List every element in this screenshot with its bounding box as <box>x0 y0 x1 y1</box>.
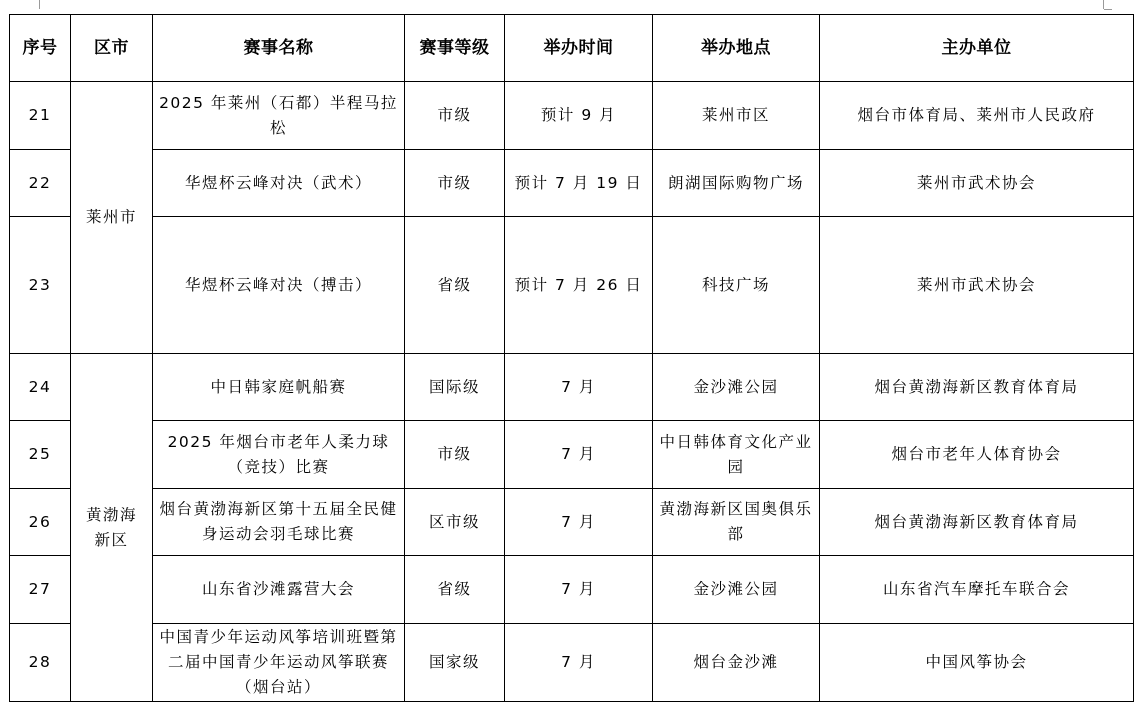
event-name-cell: 2025 年莱州（石都）半程马拉松 <box>153 82 405 150</box>
venue-cell: 莱州市区 <box>653 82 820 150</box>
level-cell: 省级 <box>405 217 505 354</box>
events-table <box>9 14 1134 702</box>
seq-cell: 23 <box>10 217 71 354</box>
table-row <box>10 354 1134 421</box>
page-corner-mark-right-h <box>1104 9 1112 10</box>
venue-cell: 朗湖国际购物广场 <box>653 150 820 217</box>
event-name-cell: 2025 年烟台市老年人柔力球（竞技）比赛 <box>153 421 405 489</box>
organizer-cell: 莱州市武术协会 <box>820 217 1134 354</box>
organizer-cell: 烟台黄渤海新区教育体育局 <box>820 354 1134 421</box>
venue-cell: 烟台金沙滩 <box>653 624 820 702</box>
level-cell: 区市级 <box>405 489 505 556</box>
level-cell: 市级 <box>405 150 505 217</box>
district-cell-huangbohai <box>71 354 153 702</box>
level-cell: 市级 <box>405 82 505 150</box>
venue-cell: 黄渤海新区国奥俱乐部 <box>653 489 820 556</box>
header-district: 区市 <box>71 15 153 82</box>
seq-cell: 26 <box>10 489 71 556</box>
level-cell: 省级 <box>405 556 505 624</box>
time-cell: 预计 7 月 19 日 <box>505 150 653 217</box>
table-row <box>10 82 1134 150</box>
time-cell: 预计 9 月 <box>505 82 653 150</box>
organizer-cell: 莱州市武术协会 <box>820 150 1134 217</box>
time-cell: 7 月 <box>505 556 653 624</box>
event-name-cell: 山东省沙滩露营大会 <box>153 556 405 624</box>
event-name-cell: 华煜杯云峰对决（武术） <box>153 150 405 217</box>
event-name-cell: 烟台黄渤海新区第十五届全民健身运动会羽毛球比赛 <box>153 489 405 556</box>
district-cell-laizhou: 莱州市 <box>71 82 153 354</box>
level-cell: 国际级 <box>405 354 505 421</box>
organizer-cell: 烟台黄渤海新区教育体育局 <box>820 489 1134 556</box>
organizer-cell: 山东省汽车摩托车联合会 <box>820 556 1134 624</box>
header-organizer: 主办单位 <box>820 15 1134 82</box>
time-cell: 7 月 <box>505 489 653 556</box>
page-corner-mark-left <box>39 0 40 9</box>
level-cell: 市级 <box>405 421 505 489</box>
organizer-cell: 中国风筝协会 <box>820 624 1134 702</box>
header-venue: 举办地点 <box>653 15 820 82</box>
time-cell: 7 月 <box>505 624 653 702</box>
time-cell: 7 月 <box>505 354 653 421</box>
seq-cell: 28 <box>10 624 71 702</box>
seq-cell: 24 <box>10 354 71 421</box>
venue-cell: 金沙滩公园 <box>653 354 820 421</box>
seq-cell: 22 <box>10 150 71 217</box>
event-name-cell: 中日韩家庭帆船赛 <box>153 354 405 421</box>
header-row <box>10 15 1134 82</box>
table-row <box>10 556 1134 624</box>
event-name-cell: 中国青少年运动风筝培训班暨第二届中国青少年运动风筝联赛（烟台站） <box>153 624 405 702</box>
page-corner-mark-right <box>1103 0 1104 9</box>
header-seq: 序号 <box>10 15 71 82</box>
table-row <box>10 624 1134 702</box>
district-label: 黄渤海新区 <box>85 505 137 549</box>
event-name-cell: 华煜杯云峰对决（搏击） <box>153 217 405 354</box>
venue-cell: 中日韩体育文化产业园 <box>653 421 820 489</box>
table-row <box>10 421 1134 489</box>
seq-cell: 25 <box>10 421 71 489</box>
seq-cell: 21 <box>10 82 71 150</box>
table-row <box>10 217 1134 354</box>
organizer-cell: 烟台市老年人体育协会 <box>820 421 1134 489</box>
header-event-name: 赛事名称 <box>153 15 405 82</box>
time-cell: 预计 7 月 26 日 <box>505 217 653 354</box>
venue-cell: 科技广场 <box>653 217 820 354</box>
time-cell: 7 月 <box>505 421 653 489</box>
table-row <box>10 489 1134 556</box>
header-level: 赛事等级 <box>405 15 505 82</box>
venue-cell: 金沙滩公园 <box>653 556 820 624</box>
seq-cell: 27 <box>10 556 71 624</box>
header-time: 举办时间 <box>505 15 653 82</box>
table-row <box>10 150 1134 217</box>
organizer-cell: 烟台市体育局、莱州市人民政府 <box>820 82 1134 150</box>
level-cell: 国家级 <box>405 624 505 702</box>
